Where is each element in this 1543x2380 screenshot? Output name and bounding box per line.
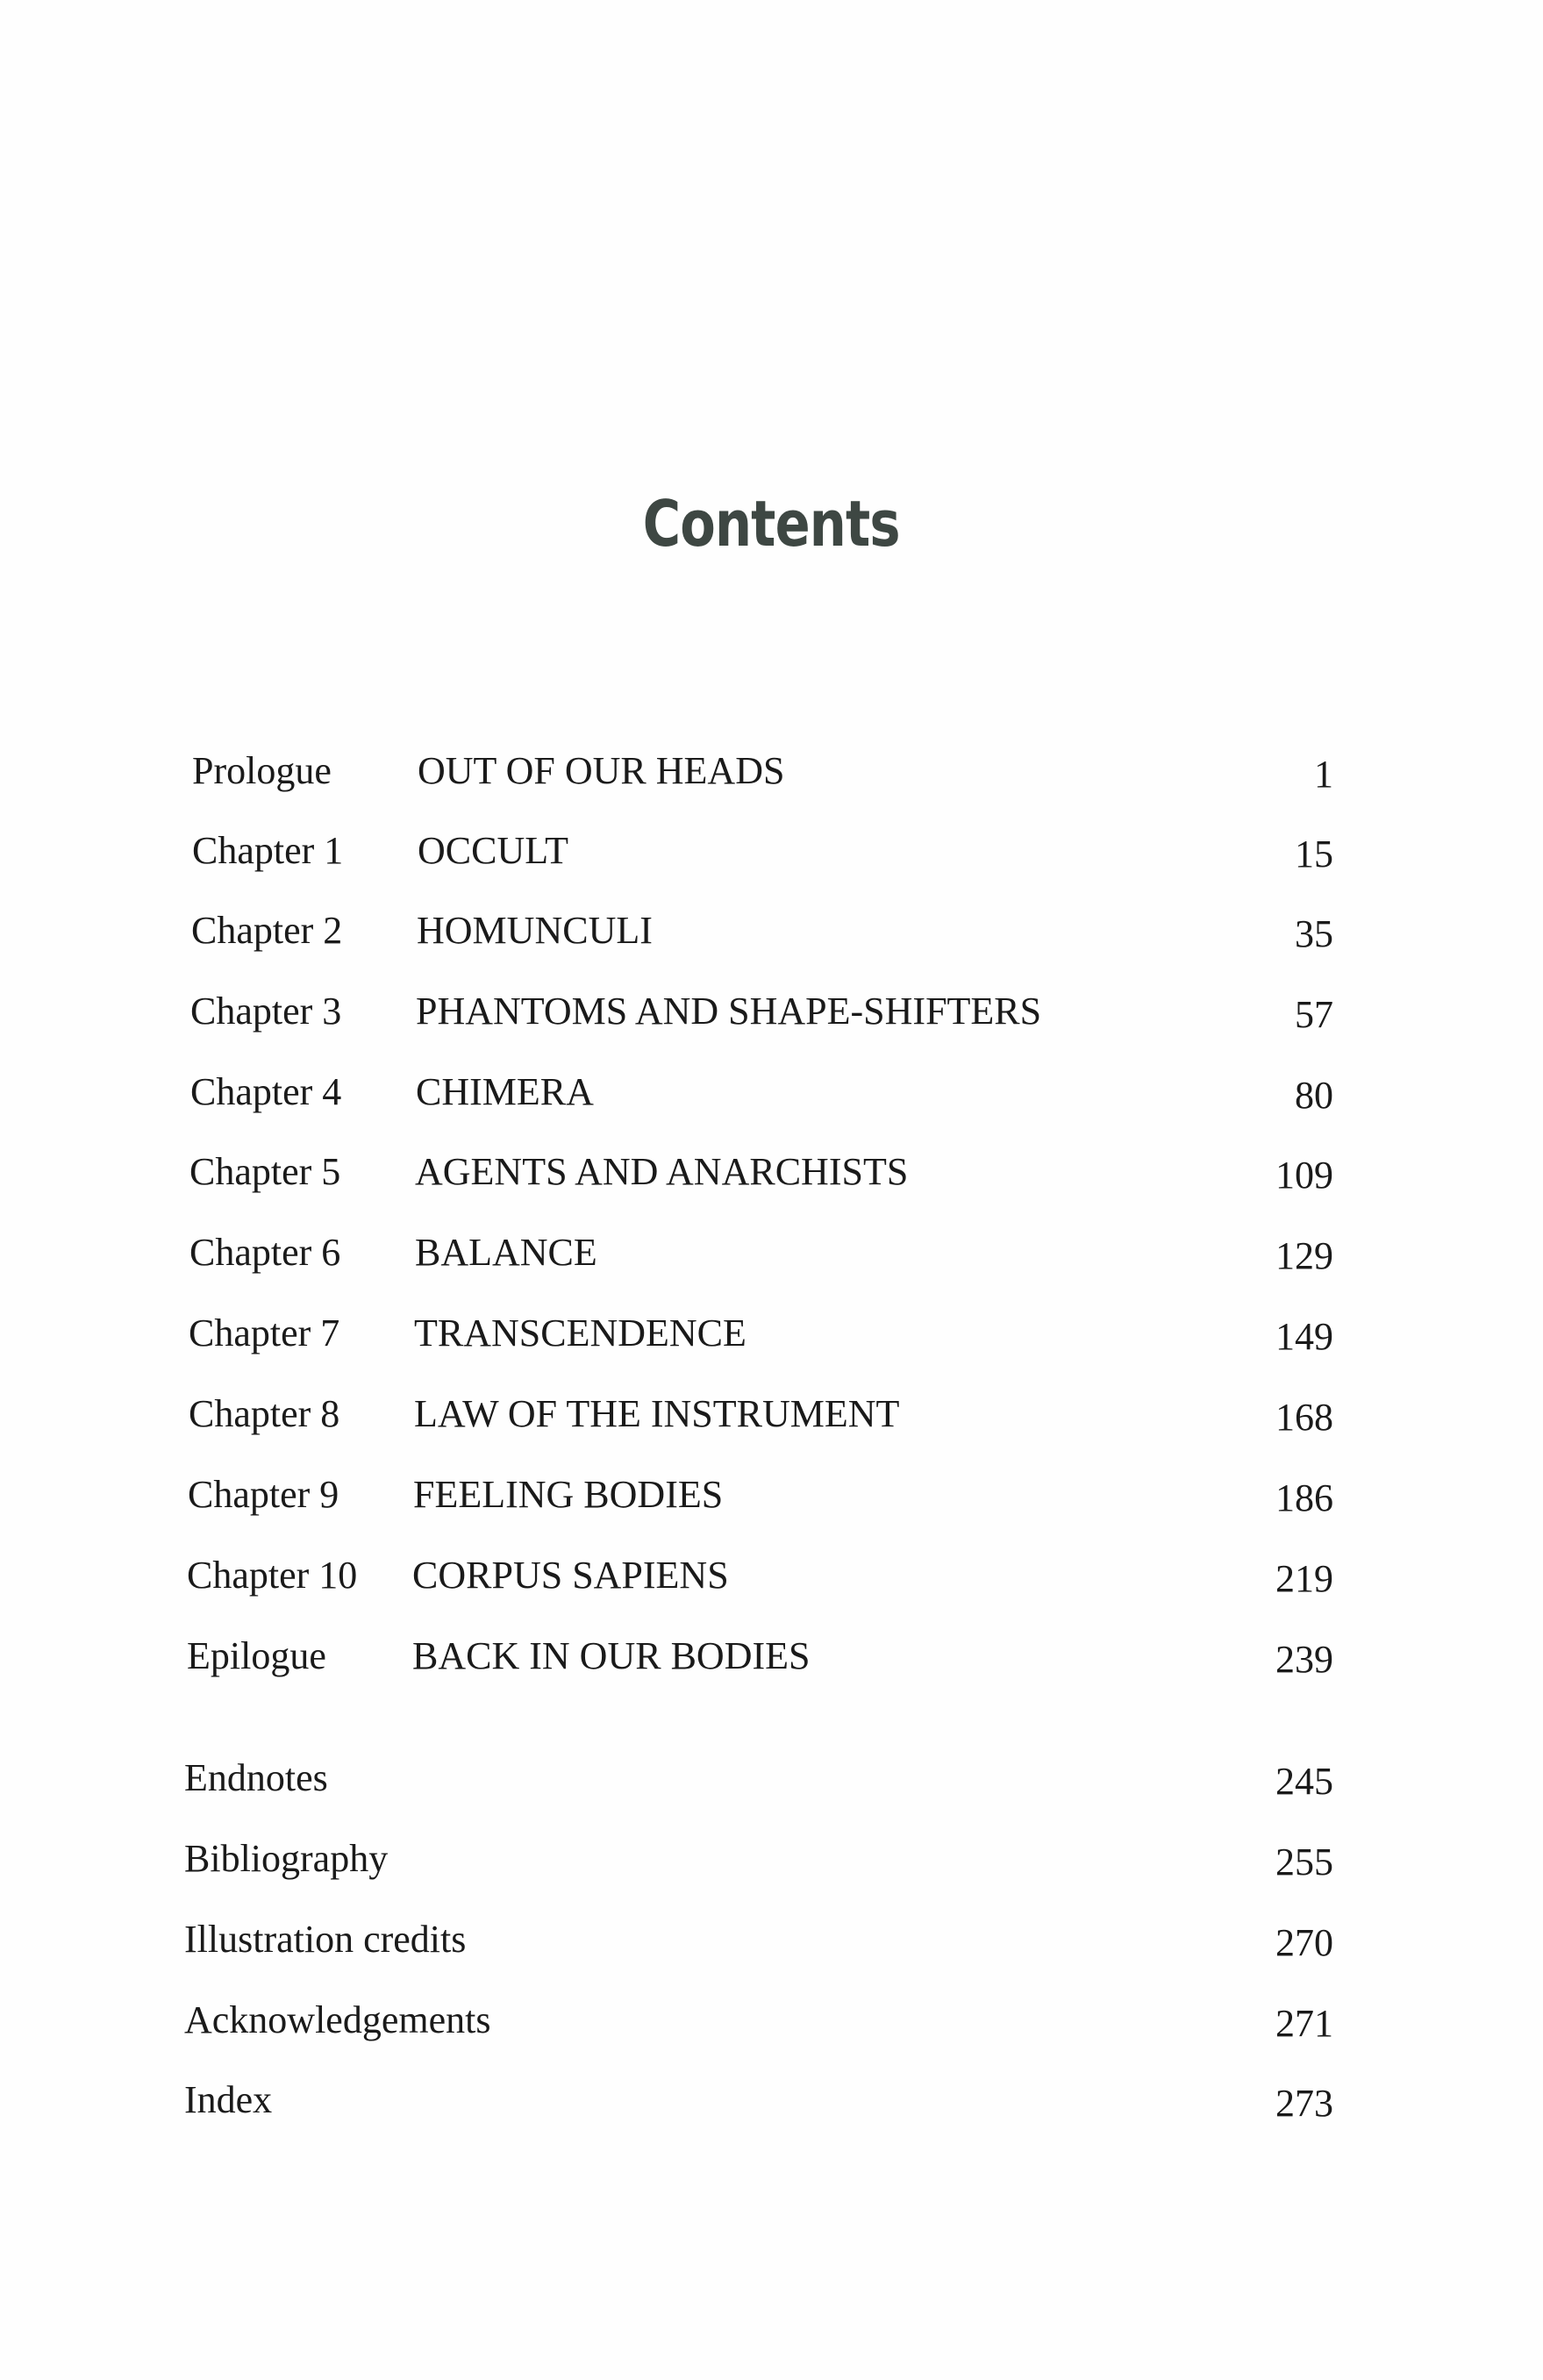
toc-page-number: 219 [1275, 1557, 1333, 1600]
toc-label: Illustration credits [184, 1918, 467, 1961]
toc-row-bibliography [0, 1836, 1543, 1889]
toc-page-number: 255 [1275, 1840, 1333, 1883]
toc-page-number: 109 [1275, 1154, 1333, 1197]
toc-row-chapter-1 [0, 828, 1543, 881]
toc-label: Chapter 3 [190, 990, 342, 1033]
toc-row-epilogue [0, 1633, 1543, 1686]
toc-row-endnotes [0, 1755, 1543, 1808]
toc-label: Endnotes [184, 1756, 328, 1799]
toc-title: BALANCE [415, 1231, 597, 1274]
toc-label: Chapter 7 [189, 1312, 340, 1354]
toc-page-number: 149 [1275, 1315, 1333, 1358]
toc-page-number: 15 [1295, 833, 1333, 876]
toc-title: FEELING BODIES [413, 1473, 724, 1516]
toc-title: HOMUNCULI [417, 909, 653, 952]
toc-page-number: 168 [1275, 1396, 1333, 1439]
toc-page-number: 271 [1275, 2002, 1333, 2045]
toc-row-illustration-credits [0, 1917, 1543, 1969]
toc-label: Chapter 1 [192, 829, 344, 872]
toc-row-chapter-4 [0, 1069, 1543, 1122]
toc-label: Bibliography [184, 1837, 389, 1880]
toc-page-number: 35 [1295, 912, 1333, 955]
toc-label: Chapter 4 [190, 1070, 342, 1113]
toc-page-number: 270 [1275, 1921, 1333, 1964]
toc-title: AGENTS AND ANARCHISTS [415, 1150, 909, 1193]
toc-label: Chapter 2 [191, 909, 343, 952]
toc-label: Chapter 8 [189, 1392, 340, 1435]
toc-label: Chapter 6 [189, 1231, 341, 1274]
toc-page-number: 129 [1275, 1234, 1333, 1277]
toc-page-number: 186 [1275, 1476, 1333, 1519]
toc-label: Prologue [192, 749, 332, 792]
toc-row-chapter-10 [0, 1553, 1543, 1605]
toc-page-number: 80 [1295, 1074, 1333, 1117]
toc-row-chapter-6 [0, 1230, 1543, 1283]
toc-title: OCCULT [418, 829, 568, 872]
toc-label: Chapter 10 [187, 1554, 358, 1597]
toc-row-chapter-9 [0, 1472, 1543, 1525]
toc-title: OUT OF OUR HEADS [418, 749, 785, 792]
toc-row-chapter-7 [0, 1311, 1543, 1363]
toc-page-number: 273 [1275, 2082, 1333, 2125]
toc-row-chapter-3 [0, 989, 1543, 1041]
toc-title: PHANTOMS AND SHAPE-SHIFTERS [416, 990, 1042, 1033]
toc-row-chapter-2 [0, 908, 1543, 961]
toc-row-acknowledgements [0, 1998, 1543, 2050]
toc-label: Chapter 9 [188, 1473, 339, 1516]
toc-row-prologue [0, 748, 1543, 801]
toc-page-number: 57 [1295, 993, 1333, 1036]
toc-row-chapter-5 [0, 1149, 1543, 1202]
toc-title: LAW OF THE INSTRUMENT [414, 1392, 900, 1435]
page-title: Contents [642, 487, 900, 561]
toc-label: Epilogue [187, 1634, 326, 1677]
toc-page-number: 239 [1275, 1638, 1333, 1681]
toc-title: CHIMERA [416, 1070, 594, 1113]
toc-row-index [0, 2077, 1543, 2130]
toc-label: Chapter 5 [189, 1150, 341, 1193]
toc-title: TRANSCENDENCE [414, 1312, 746, 1354]
toc-page-number: 1 [1314, 753, 1333, 796]
toc-title: CORPUS SAPIENS [412, 1554, 729, 1597]
toc-label: Acknowledgements [184, 1998, 491, 2041]
toc-page-number: 245 [1275, 1760, 1333, 1803]
toc-label: Index [184, 2078, 273, 2121]
toc-row-chapter-8 [0, 1391, 1543, 1444]
toc-title: BACK IN OUR BODIES [412, 1634, 811, 1677]
